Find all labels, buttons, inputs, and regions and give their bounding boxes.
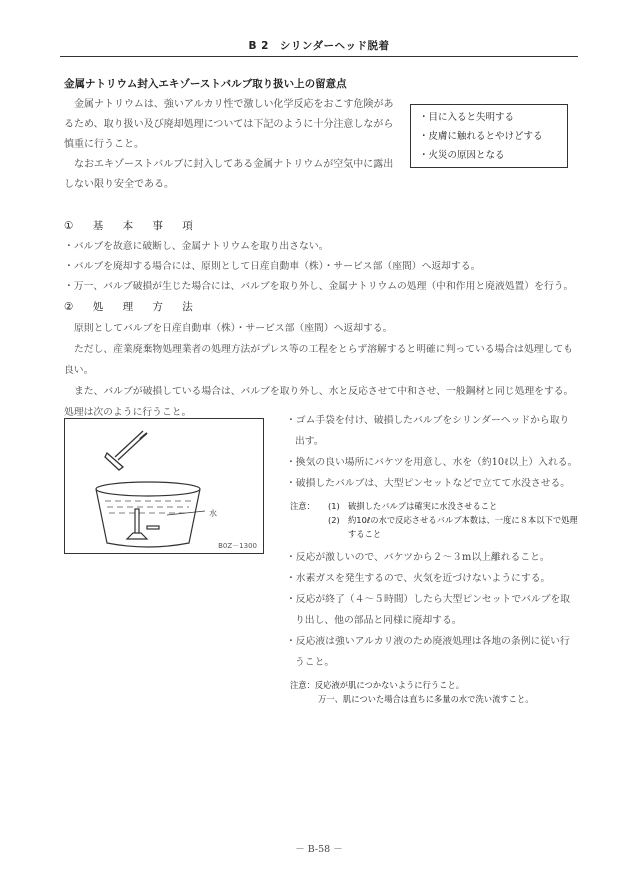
procedure-list (286, 410, 578, 706)
intro-text (64, 95, 394, 195)
basics-item: ・バルブを故意に破断し、金属ナトリウムを取り出さない。 (64, 241, 329, 252)
page-header: B 2 シリンダーヘッド脱着 (248, 40, 390, 52)
method-paragraph: 原則としてバルブを日産自動車（株）・サービス部（座間）へ返却する。 (74, 323, 393, 334)
procedure-item: ・反応液は強いアルカリ液のため廃液処理は各地の条例に従い行うこと。 (286, 636, 570, 668)
procedure-item: ・ゴム手袋を付け、破損したバルブをシリンダーヘッドから取り出す。 (286, 415, 570, 447)
basics-item: ・バルブを廃却する場合には、原則として日産自動車（株）・サービス部（座間）へ返却する。 (64, 261, 481, 272)
caution-text: 万一、肌についた場合は直ちに多量の水で洗い流すこと。 (318, 694, 534, 704)
header-rule (60, 56, 578, 57)
water-label: 水 (209, 509, 217, 518)
figure-code: B0Z－1300 (218, 542, 257, 550)
bucket-valve-illustration (65, 419, 263, 553)
procedure-item: ・反応が激しいので、バケツから２～３m以上離れること。 (286, 552, 550, 563)
basics-heading: ① 基 本 事 項 (64, 220, 201, 232)
method-paragraph: ただし、産業廃棄物処理業者の処理方法がプレス等の工程をとらず溶解すると明確に判っている場合は処理しても良い。 (64, 344, 573, 376)
procedure-item: ・反応が終了（４～５時間）したら大型ピンセットでバルブを取り出し、他の部品と同様に廃却する。 (286, 594, 571, 626)
intro-paragraph: なおエキゾーストバルブに封入してある金属ナトリウムが空気中に露出しない限り安全である。 (64, 159, 394, 190)
caution-label: 注意： (290, 501, 315, 511)
warning-item: ・火災の原因となる (419, 150, 505, 161)
procedure-item: ・換気の良い場所にバケツを用意し、水を（約10ℓ以上）入れる。 (286, 457, 578, 468)
warning-box (410, 104, 568, 168)
page-number: － B-58 － (295, 844, 343, 855)
procedure-item: ・水素ガスを発生するので、火気を近づけないようにする。 (286, 573, 551, 584)
caution-note (290, 499, 578, 541)
basics-item: ・万一、バルブ破損が生じた場合には、バルブを取り外し、金属ナトリウムの処理（中和作用と廃液処置）を行う。 (64, 281, 574, 292)
procedure-item: ・破損したバルブは、大型ピンセットなどで立てて水没させる。 (286, 478, 571, 489)
warning-item: ・目に入ると失明する (419, 112, 515, 123)
bucket-figure (64, 418, 264, 554)
method-text (64, 318, 576, 423)
method-paragraph: また、バルブが破損している場合は、バルブを取り外し、水と反応させて中和させ、一般鋼材と同じ処理をする。処理は次のように行うこと。 (64, 386, 574, 418)
caution-note (290, 678, 578, 706)
method-heading: ② 処 理 方 法 (64, 301, 201, 313)
caution-text: 注意：反応液が肌につかないように行うこと。 (290, 680, 465, 690)
caution-text: 破損したバルブは確実に水没させること (348, 501, 498, 511)
caution-text: 約10ℓの水で反応させるバルブ本数は、一度に８本以下で処理すること (348, 515, 578, 539)
warning-item: ・皮膚に触れるとやけどする (419, 131, 543, 142)
caution-number: (2) (328, 515, 340, 525)
intro-paragraph: 金属ナトリウムは、強いアルカリ性で激しい化学反応をおこす危険があるため、取り扱い及び廃却処理については下記のように十分注意しながら慎重に行うこと。 (64, 99, 394, 150)
section-title: 金属ナトリウム封入エキゾーストバルブ取り扱い上の留意点 (64, 78, 347, 90)
caution-number: (1) (328, 501, 340, 511)
